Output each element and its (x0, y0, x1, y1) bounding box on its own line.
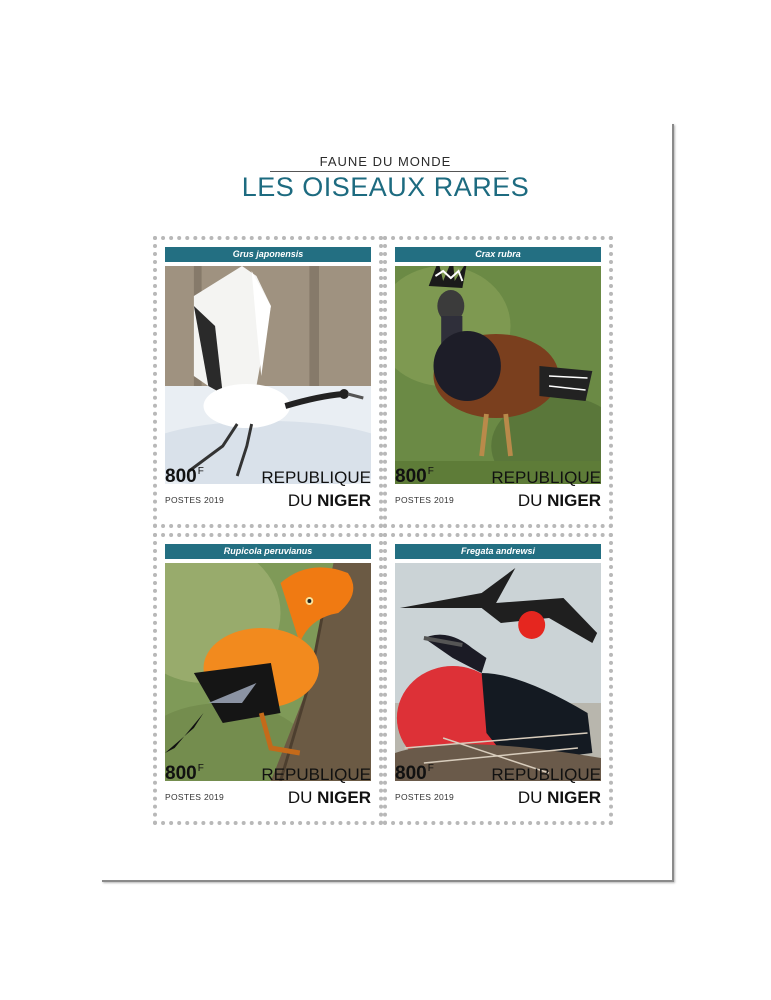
stamp-year: POSTES 2019 (395, 792, 455, 802)
stamp-fregata-andrewsi (383, 533, 613, 825)
curassow-photo (395, 266, 601, 484)
stamp-year: POSTES 2019 (165, 792, 225, 802)
stamp-crax-rubra (383, 236, 613, 528)
stamp-grus-japonensis (153, 236, 383, 528)
frigatebird-photo (395, 563, 601, 781)
stamp-value: $800^F$ (165, 763, 204, 784)
stamp-country-line2: DU NIGER (287, 788, 371, 807)
stamp-value: $800^F$ (165, 466, 204, 487)
stamp-species-label: Crax rubra (395, 247, 601, 262)
stamp-rupicola-peruvianus (153, 533, 383, 825)
stamp-country-line1: REPUBLIQUE (491, 765, 601, 784)
stamp-year: POSTES 2019 (165, 495, 225, 505)
stamp-country-line1: REPUBLIQUE (491, 468, 601, 487)
stamp-value: $800^F$ (395, 763, 434, 784)
crane-photo (165, 266, 371, 484)
stamp-species-label: Fregata andrewsi (395, 544, 601, 559)
stamp-country-line2: DU NIGER (517, 491, 601, 510)
cock-of-the-rock-photo (165, 563, 371, 781)
stamp-country-line1: REPUBLIQUE (261, 765, 371, 784)
stamp-species-label: Grus japonensis (165, 247, 371, 262)
stamp-country-line1: REPUBLIQUE (261, 468, 371, 487)
stamp-country-line2: DU NIGER (287, 491, 371, 510)
stamp-species-label: Rupicola peruvianus (165, 544, 371, 559)
stamp-country-line2: DU NIGER (517, 788, 601, 807)
sheet-supertitle: FAUNE DU MONDE (319, 154, 452, 169)
stamp-value: $800^F$ (395, 466, 434, 487)
stamp-year: POSTES 2019 (395, 495, 455, 505)
sheet-title: LES OISEAUX RARES (241, 172, 530, 202)
